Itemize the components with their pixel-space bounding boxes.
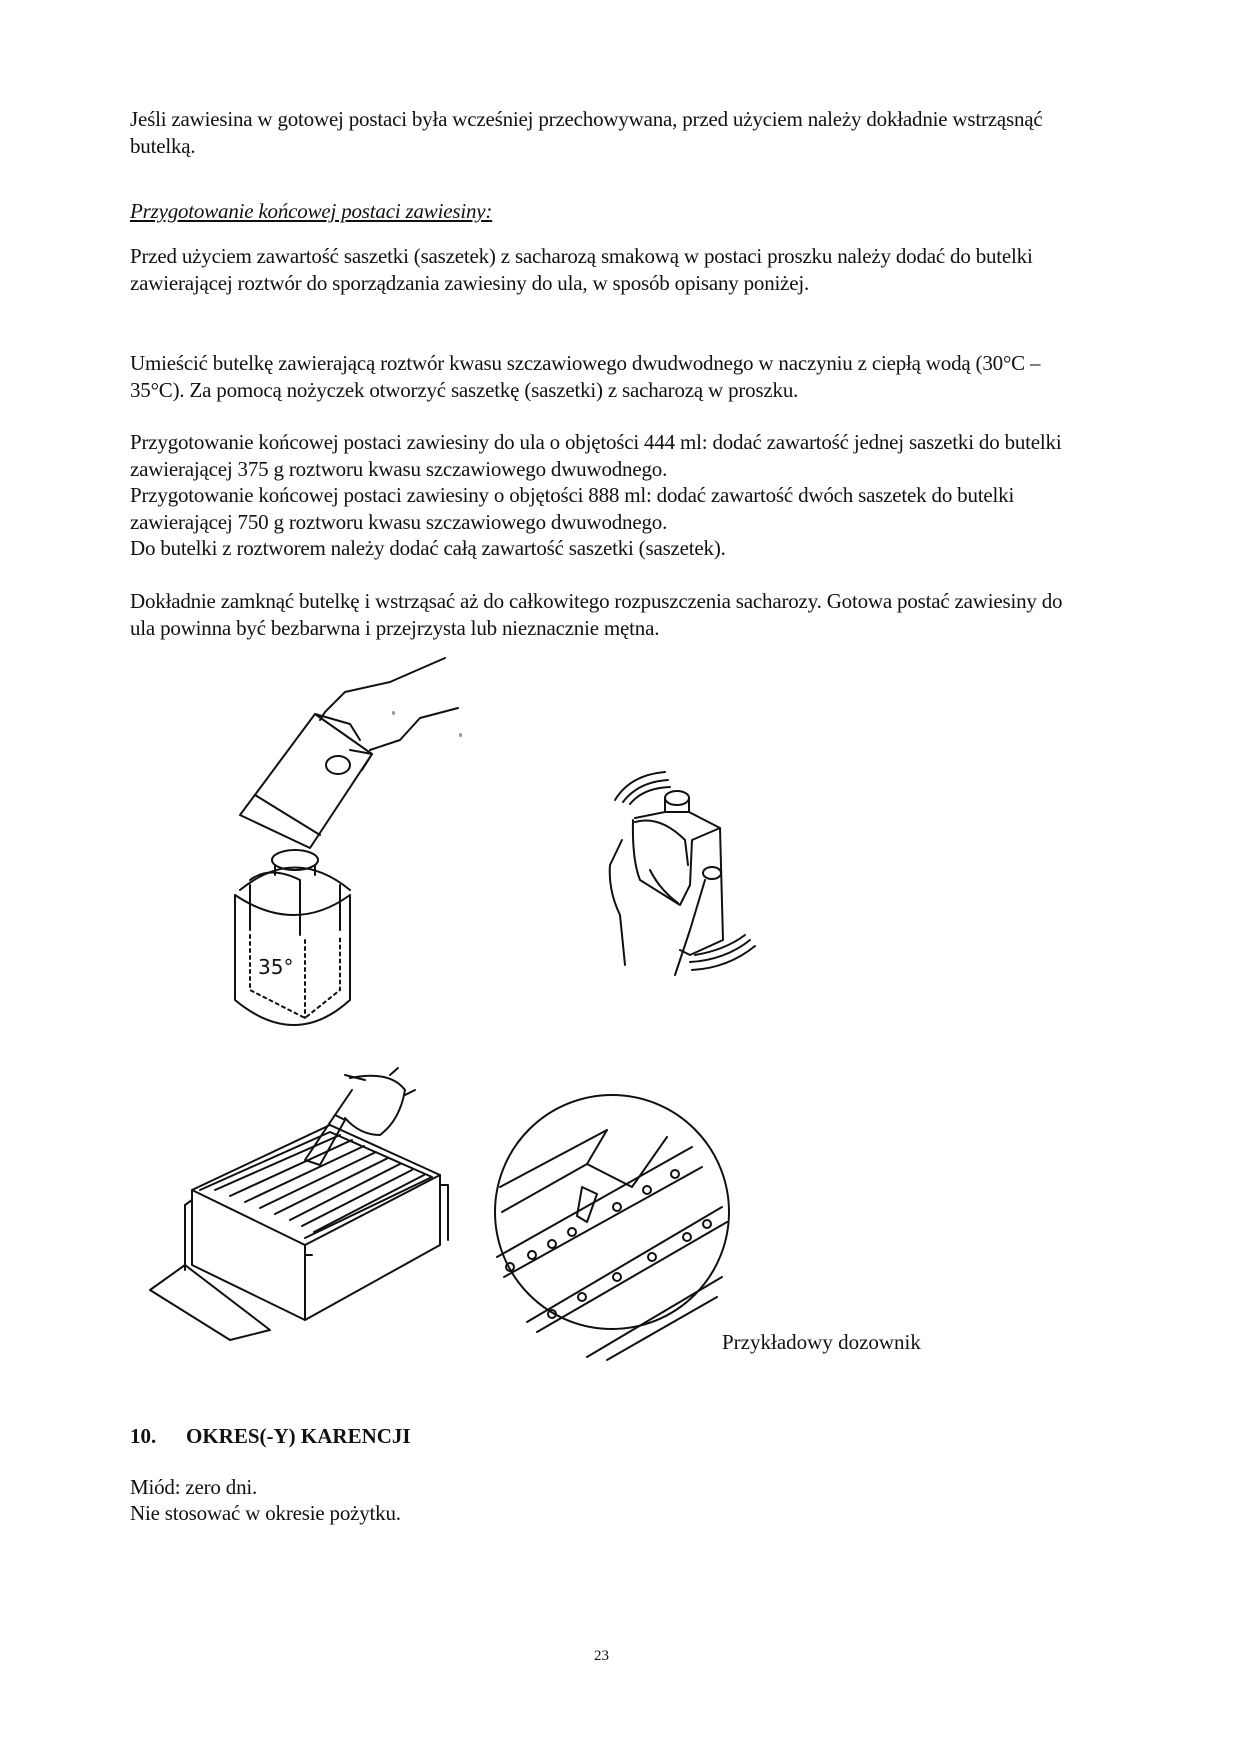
pour-sachet-illustration [200,650,520,1050]
temperature-label: 35° [258,955,294,979]
subheading-preparation: Przygotowanie końcowej postaci zawiesiny: [130,199,493,223]
section-title: OKRES(-Y) KARENCJI [186,1424,411,1448]
withdrawal-honey: Miód: zero dni. [130,1475,258,1499]
section-number: 10. [130,1424,157,1448]
scan-speck [392,711,395,715]
dispenser-detail-illustration [492,1092,732,1332]
paragraph-volumes [130,429,1090,562]
page-number: 23 [594,1648,609,1664]
section-heading [130,1424,411,1449]
paragraph-warm-water: Umieścić butelkę zawierającą roztwór kwasu szczawiowego dwudwodnego w naczyniu z ciepłą wodą (30°C –35°C). Za pomocą nożyczek otworzyć saszetkę (saszetki) z sacharozą w proszku. [130,351,1041,402]
paragraph-before-use: Przed użyciem zawartość saszetki (saszetek) z sacharozą smakową w postaci proszku należy dodać do butelki zawierającej roztwór do sporządzania zawiesiny do ula, w sposób opisany poniżej. [130,244,1033,295]
dispenser-caption: Przykładowy dozownik [722,1330,921,1354]
volume-888-instruction: Przygotowanie końcowej postaci zawiesiny o objętości 888 ml: dodać zawartość dwóch saszetek do butelki zawierającej 750 g roztworu kwasu szczawiowego dwuwodnego. [130,483,1015,534]
hive-application-illustration [130,1040,470,1300]
paragraph-storage-note: Jeśli zawiesina w gotowej postaci była wcześniej przechowywana, przed użyciem należy dokładnie wstrząsnąć butelką. [130,107,1043,158]
scan-speck [459,733,462,737]
withdrawal-note: Nie stosować w okresie pożytku. [130,1501,401,1525]
shake-bottle-illustration [580,740,780,1000]
volume-444-instruction: Przygotowanie końcowej postaci zawiesiny do ula o objętości 444 ml: dodać zawartość jednej saszetki do butelki zawierającej 375 g roztworu kwasu szczawiowego dwuwodnego. [130,430,1062,481]
paragraph-shake: Dokładnie zamknąć butelkę i wstrząsać aż do całkowitego rozpuszczenia sacharozy. Gotowa postać zawiesiny do ula powinna być bezbarwna i przejrzysta lub nieznacznie mętna. [130,589,1063,640]
add-whole-sachet-instruction: Do butelki z roztworem należy dodać całą zawartość saszetki (saszetek). [130,536,726,560]
